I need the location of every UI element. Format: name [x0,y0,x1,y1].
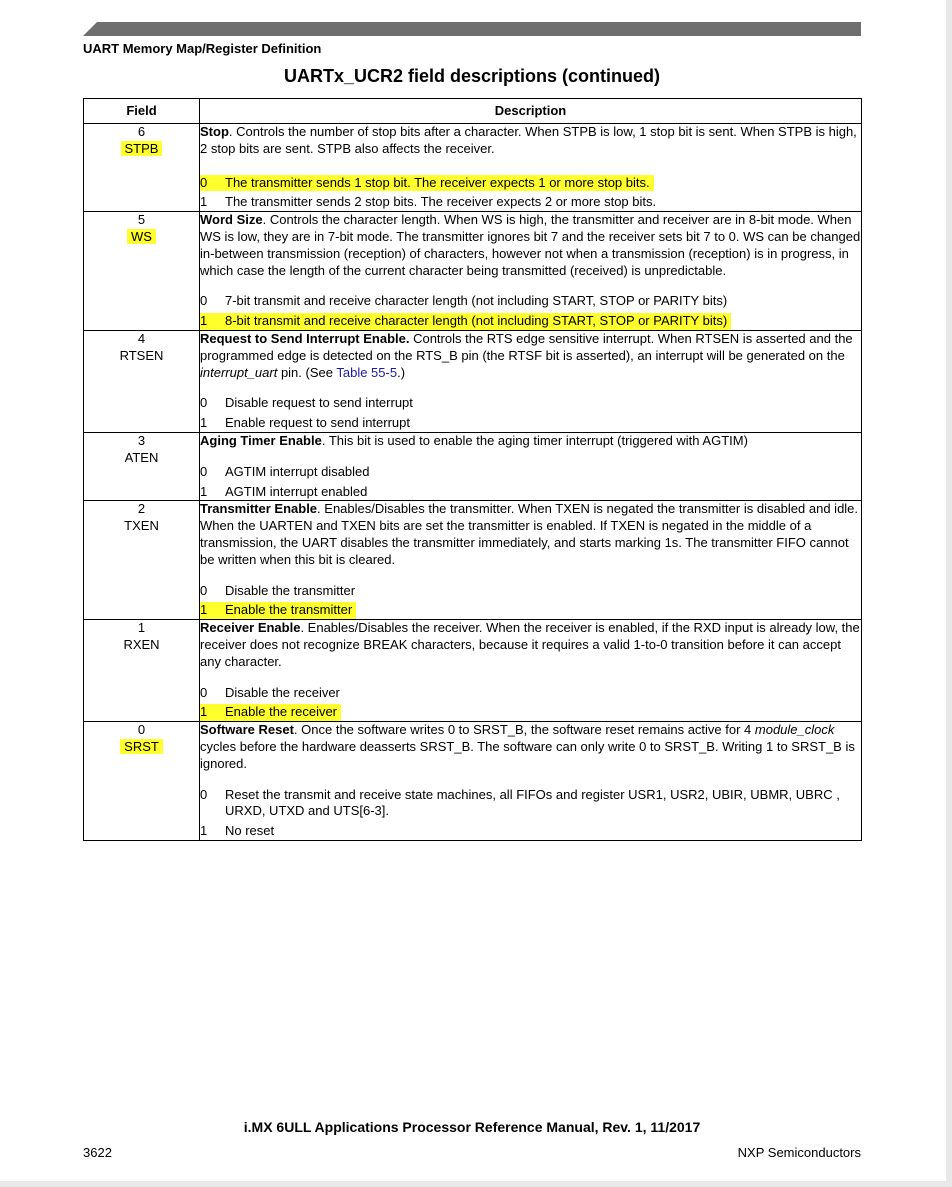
option-text: The transmitter sends 1 stop bit. The receiver expects 1 or more stop bits. [225,174,650,190]
description-body: . Enables/Disables the receiver. When the receiver is enabled, if the RXD input is already low, the receiver does not recognize BREAK characters, because it requires a valid 1-to-0 transition before it can accept any character. [200,620,860,669]
signal-name: module_clock [754,722,835,738]
field-name: STPB [121,141,163,156]
description-cell [200,124,862,212]
field-name: WS [127,229,156,244]
field-name: SRST [120,739,163,754]
option-text: Enable request to send interrupt [225,415,411,431]
table-row [84,620,862,722]
option-text: Disable the transmitter [225,582,356,598]
page-edge-shadow [946,0,952,1187]
field-bit: 1 [137,620,146,636]
description-cell [200,620,862,722]
value-options [200,464,861,501]
description-text [200,124,861,158]
option-value: 0 [200,684,208,700]
description-cell [200,212,862,331]
field-cell [84,620,200,722]
page-edge-shadow [0,1181,952,1187]
value-options [200,172,861,212]
value-option [200,685,861,702]
description-body: cycles before the hardware deasserts SRST_B. The software can only write 0 to SRST_B. Writing 1 to SRST_B is ignored. [200,738,855,771]
value-options [200,583,861,620]
description-body: pin. (See [277,364,337,380]
table-row [84,212,862,331]
option-value: 1 [200,313,208,329]
table-row [84,432,862,500]
option-text: AGTIM interrupt enabled [225,483,368,499]
table-reference-link[interactable]: Table 55-5 [336,364,398,380]
option-value: 0 [200,463,208,479]
description-cell [200,722,862,841]
field-bit: 6 [137,124,146,139]
option-value: 0 [200,293,208,309]
option-value: 1 [200,823,208,839]
value-option [200,415,861,432]
value-option [200,175,654,192]
table-header-row [84,99,862,124]
description-text [200,212,861,279]
description-body: . Once the software writes 0 to SRST_B, the software reset remains active for 4 [293,722,755,738]
table-title: UARTx_UCR2 field descriptions (continued) [283,66,661,86]
signal-name: interrupt_uart [200,364,278,380]
description-text [200,433,861,450]
option-value: 0 [200,786,208,802]
field-cell [84,432,200,500]
company-name: NXP Semiconductors [737,1145,861,1160]
description-title: Software Reset [200,722,294,738]
description-title: Word Size [200,212,263,228]
option-text: AGTIM interrupt disabled [225,463,370,479]
option-text: Disable request to send interrupt [225,395,413,411]
description-title: Request to Send Interrupt Enable. [200,330,410,346]
description-body: Controls the RTS edge sensitive interrupt. When RTSEN is asserted and the programmed edge is detected on the RTS_B pin (the RTSF bit is asserted), an interrupt will be generated on the [200,330,853,363]
description-text [200,501,861,568]
field-name: RXEN [123,636,160,652]
column-header-description: Description [200,99,862,124]
option-text: 7-bit transmit and receive character length (not including START, STOP or PARITY bits) [225,293,728,309]
description-text [200,331,861,381]
option-text: 8-bit transmit and receive character length (not including START, STOP or PARITY bits) [225,313,728,329]
field-descriptions-table [83,98,862,841]
value-option [200,602,356,619]
value-option [200,823,861,840]
table-row [84,330,862,432]
option-value: 1 [200,704,208,720]
value-option [200,484,861,501]
option-value: 1 [200,194,208,210]
description-body: . Controls the number of stop bits after a character. When STPB is low, 1 stop bit is sent. When STPB is high, 2 stop bits are sent. STPB also affects the receiver. [200,124,857,156]
field-bit: 5 [137,212,146,228]
option-text: Enable the receiver [225,704,338,720]
section-header: UART Memory Map/Register Definition [83,41,322,56]
option-text: Reset the transmit and receive state machines, all FIFOs and register USR1, USR2, UBIR, UBMR, UBRC , URXD, UTXD and UTS[6-3]. [225,786,840,819]
description-title: Stop [200,124,229,139]
option-value: 1 [200,415,208,431]
value-options [200,395,861,432]
description-text [200,620,861,670]
field-name: ATEN [124,449,159,465]
option-value: 1 [200,483,208,499]
option-text: Disable the receiver [225,684,340,700]
value-options [200,787,861,840]
description-text [200,722,861,772]
header-bar-fill [97,22,861,36]
value-option [200,704,341,721]
option-text: The transmitter sends 2 stop bits. The receiver expects 2 or more stop bits. [225,194,657,210]
field-cell [84,330,200,432]
description-body: . This bit is used to enable the aging timer interrupt (triggered with AGTIM) [321,432,748,448]
value-option [200,787,861,821]
manual-title: i.MX 6ULL Applications Processor Reference Manual, Rev. 1, 11/2017 [243,1119,701,1135]
field-cell [84,501,200,620]
description-cell [200,330,862,432]
field-cell [84,124,200,212]
field-bit: 0 [137,722,146,738]
description-body: . Controls the character length. When WS is high, the transmitter and receiver are in 8-bit mode. When WS is low, they are in 7-bit mode. The transmitter ignores bit 7 and the receiver sets bit 7 to 0. WS can be changed in-between transmission (reception) of characters, however not when a transmission (reception) is in progress, in which case the length of the current character being transmitted (received) is unpredictable. [200,212,861,278]
value-options [200,685,861,722]
description-body: . Enables/Disables the transmitter. When TXEN is negated the transmitter is disabled and idle. When the UARTEN and TXEN bits are set the transmitter is enabled. If TXEN is negated in the middle of a transmission, the UART disables the transmitter immediately, and starts marking 1s. The transmitter FIFO cannot be written when this bit is cleared. [200,501,859,567]
field-name: TXEN [124,518,159,534]
value-option [200,395,861,412]
option-value: 1 [200,602,208,618]
option-value: 0 [200,174,208,190]
field-name: RTSEN [119,347,164,363]
field-bit: 3 [137,432,146,448]
option-text: No reset [225,823,275,839]
field-bit: 2 [137,501,146,517]
field-cell [84,722,200,841]
description-cell [200,432,862,500]
table-row [84,501,862,620]
description-title: Transmitter Enable [200,501,318,517]
field-cell [84,212,200,331]
value-option [200,293,861,310]
value-option [200,313,731,330]
description-cell [200,501,862,620]
field-bit: 4 [137,330,146,346]
value-option [200,583,861,600]
header-bar-wedge [83,22,97,36]
column-header-field: Field [84,99,200,124]
value-option [200,464,861,481]
table-row [84,722,862,841]
value-option [200,194,861,211]
description-body: .) [397,364,406,380]
description-title: Aging Timer Enable [200,432,322,448]
table-row [84,124,862,212]
option-text: Enable the transmitter [225,602,353,618]
value-options [200,293,861,330]
page-number: 3622 [83,1145,112,1160]
option-value: 0 [200,582,208,598]
option-value: 0 [200,395,208,411]
header-bar [83,22,861,36]
description-title: Receiver Enable [200,620,301,636]
